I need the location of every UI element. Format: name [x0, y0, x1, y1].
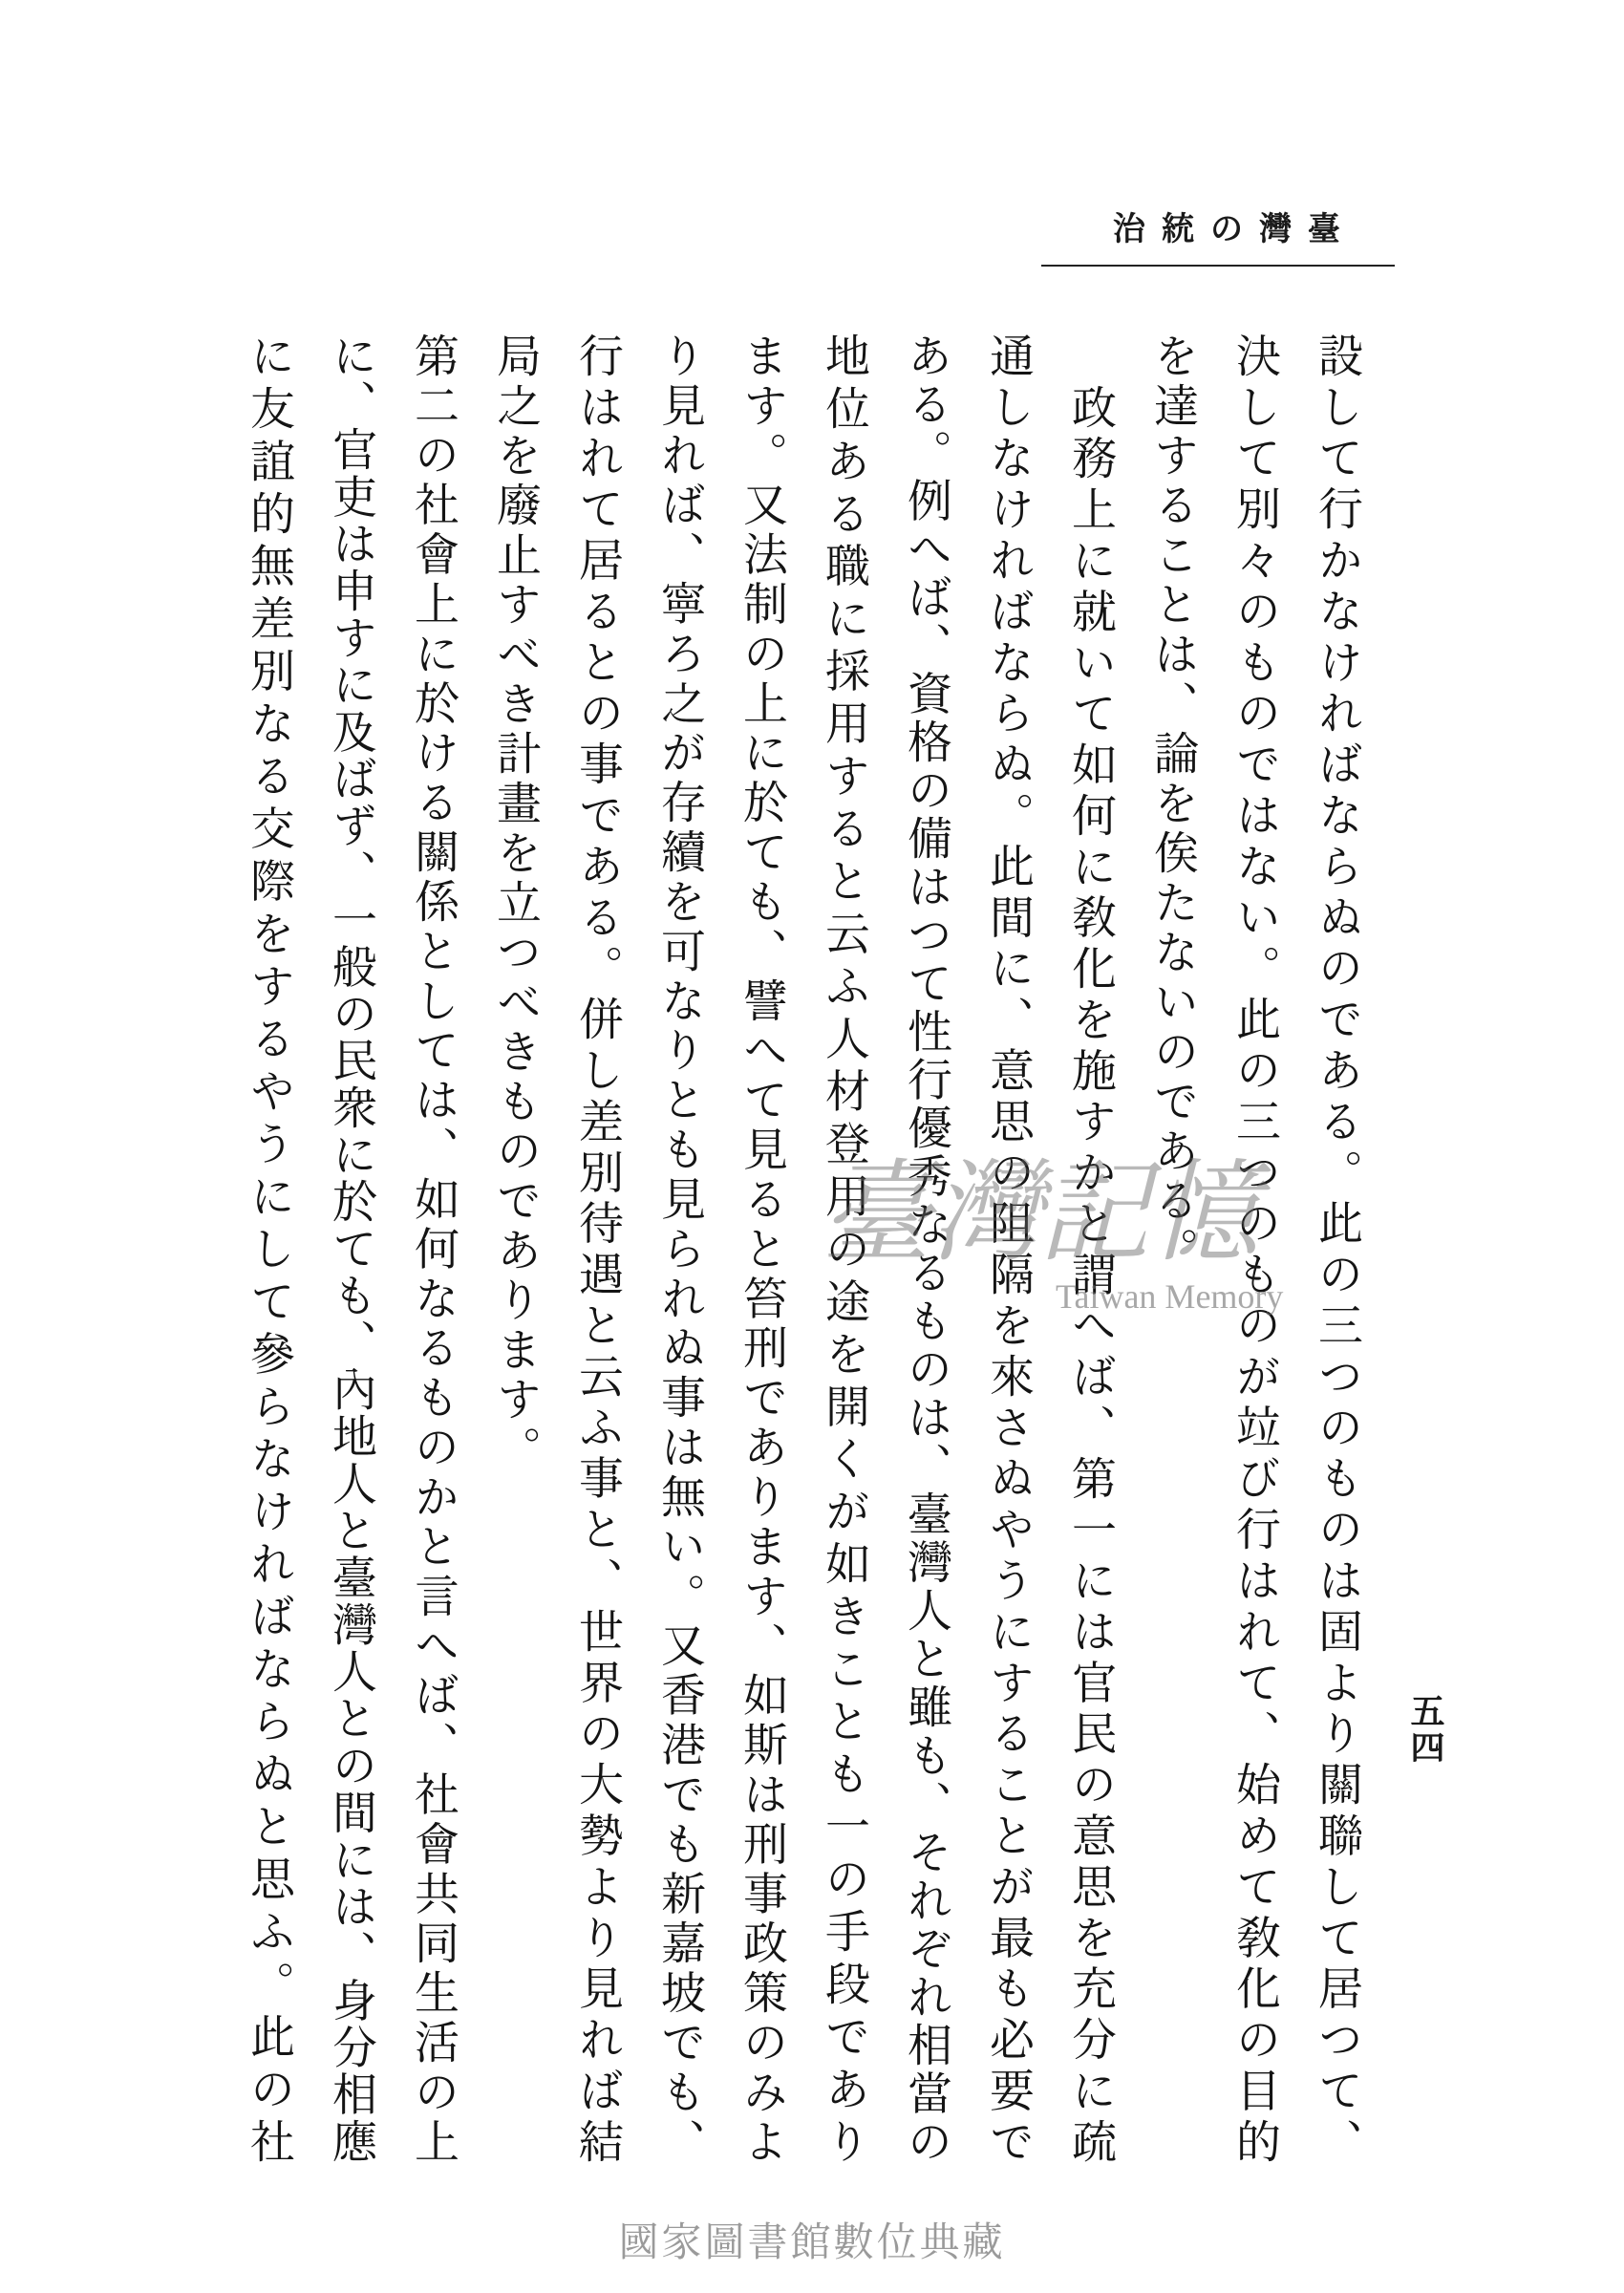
archive-credit: 國家圖書館數位典藏	[618, 2218, 1006, 2265]
text-column: に友誼的無差別なる交際をするやうにして參らなければならぬと思ふ。此の社	[243, 332, 295, 2163]
text-column: 局之を廢止すべき計畫を立つべきものであります。	[489, 332, 542, 1475]
header-rule	[1041, 265, 1395, 267]
running-header-title: 臺灣の統治	[1113, 210, 1357, 248]
text-column: ある。例へば、資格の備はつて性行優秀なるものは、臺灣人と雖も、それぞれ相當の	[900, 332, 952, 2164]
text-column: ます。又法制の上に於ても、譬へて見ると笞刑であります、如斯は刑事政策のみよ	[736, 332, 788, 2163]
text-column: 設して行かなければならぬのである。此の三つのものは固より關聯して居つて、	[1311, 332, 1363, 2164]
text-column: 通しなければならぬ。此間に、意思の阻隔を來さぬやうにすることが最も必要で	[982, 332, 1035, 2164]
watermark-logo-subtext: Taiwan Memory	[1056, 1277, 1284, 1316]
page-number: 五四	[1405, 1693, 1445, 1766]
text-column: を達することは、論を俟たないのである。	[1146, 332, 1199, 1276]
text-column: り見れば、寧ろ之が存續を可なりとも見られぬ事は無い。又香港でも新嘉坡でも、	[653, 332, 706, 2163]
text-column: 政務上に就いて如何に敎化を施すかと謂へば、第一には官民の意思を充分に疏	[1064, 384, 1117, 2163]
watermark-logo-text: 臺灣記憶	[822, 1148, 1257, 1277]
text-column: 地位ある職に採用すると云ふ人材登用の途を開くが如きことも一の手段であり	[818, 332, 870, 2163]
text-column: 行はれて居るとの事である。併し差別待遇と云ふ事と、世界の大勢より見れば結	[571, 332, 624, 2164]
text-column: 決して別々のものではない。此の三つのものが竝び行はれて、始めて敎化の目的	[1229, 332, 1281, 2164]
text-column: 第二の社會上に於ける關係としては、如何なるものかと言へば、社會共同生活の上	[407, 332, 459, 2163]
text-column: に、官吏は申すに及ばず、一般の民衆に於ても、內地人と臺灣人との間には、身分相應	[325, 332, 377, 2163]
body-text-block	[227, 332, 1378, 2163]
